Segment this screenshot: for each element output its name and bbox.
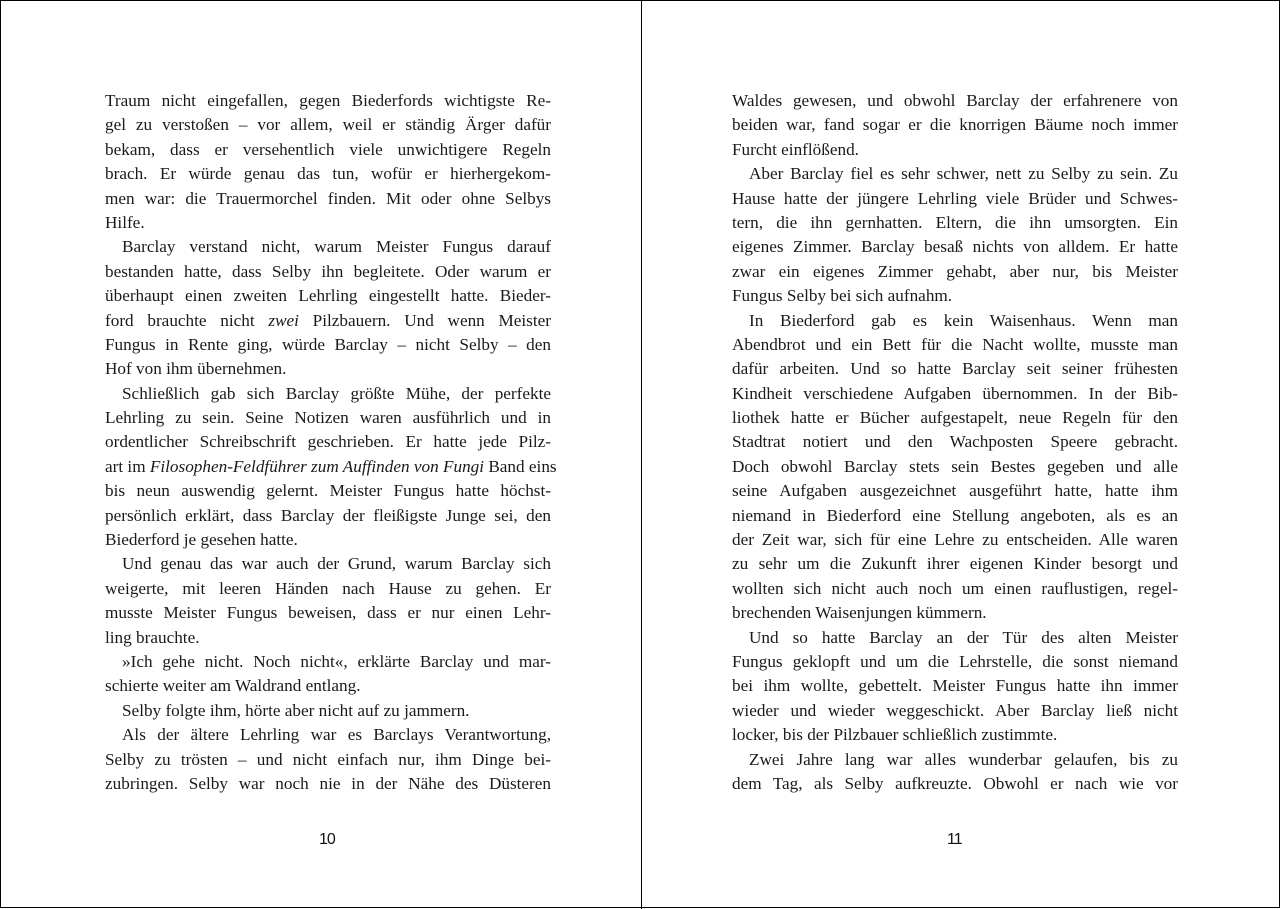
text-line: Barclay verstand nicht, warum Meister Fungus darauf [122,237,551,257]
text-line: Hause hatte der jüngere Lehrling viele Brüder und Schwes- [732,188,1178,208]
text-segment: art im [105,456,150,476]
text-line: wollten sich nicht auch noch um einen rauflustigen, regel- [732,578,1178,598]
text-line: gel zu verstoßen – vor allem, weil er ständig Ärger dafür [105,115,551,135]
text-line: der Zeit war, sich für eine Lehre zu entscheiden. Alle waren [732,530,1178,550]
text-line: locker, bis der Pilzbauer schließlich zustimmte. [732,725,1058,745]
left-page-text [105,89,557,796]
text-line: Und genau das war auch der Grund, warum Barclay sich [122,554,551,574]
text-line: Aber Barclay fiel es sehr schwer, nett zu Selby zu sein. Zu [749,164,1178,184]
page-number-left: 10 [319,831,335,848]
text-line: brach. Er würde genau das tun, wofür er hierhergekom- [105,164,551,184]
text-line: wieder und wieder weggeschickt. Aber Barclay ließ nicht [732,700,1178,720]
text-line: Und so hatte Barclay an der Tür des alten Meister [749,627,1178,647]
text-line: Lehrling zu sein. Seine Notizen waren ausführlich und in [105,408,551,428]
text-line: liothek hatte er Bücher aufgestapelt, neue Regeln für den [732,408,1178,428]
text-line: ordentlicher Schreibschrift geschrieben. Er hatte jede Pilz- [105,432,551,452]
text-line: Waldes gewesen, und obwohl Barclay der erfahrenere von [732,91,1178,110]
text-line: dafür arbeiten. Und so hatte Barclay seit seiner frühesten [732,359,1178,379]
text-line: Doch obwohl Barclay stets sein Bestes gegeben und alle [732,456,1178,476]
text-line: schierte weiter am Waldrand entlang. [105,676,361,696]
text-line: persönlich erklärt, dass Barclay der fleißigste Junge sei, den [105,505,551,525]
text-line: Als der ältere Lehrling war es Barclays Verantwortung, [122,725,551,745]
text-line: Traum nicht eingefallen, gegen Biederfords wichtigste Re- [105,91,551,110]
text-line [105,455,557,479]
text-line: Selby folgte ihm, hörte aber nicht auf zu jammern. [122,700,470,720]
text-line: Biederford je gesehen hatte. [105,530,298,550]
text-line: musste Meister Fungus beweisen, dass er nur einen Lehr- [105,603,551,623]
text-line: bekam, dass er versehentlich viele unwichtigere Regeln [105,139,551,159]
gutter-divider [641,1,642,909]
text-line: niemand in Biederford eine Stellung angeboten, als es an [732,505,1178,525]
right-page-text [732,89,1178,796]
text-line: weigerte, mit leeren Händen nach Hause zu gehen. Er [105,578,551,598]
text-line [105,309,551,333]
text-line: zu sehr um die Zukunft ihrer eigenen Kinder besorgt und [732,554,1178,574]
text-line: Fungus geklopft und um die Lehrstelle, die sonst niemand [732,651,1178,671]
text-line: Selby zu trösten – und nicht einfach nur, ihm Dinge bei- [105,749,551,769]
text-line: beiden war, fand sogar er die knorrigen Bäume noch immer [732,115,1178,135]
text-line: Fungus in Rente ging, würde Barclay – nicht Selby – den [105,334,551,354]
text-line: Hilfe. [105,212,145,232]
text-line: Fungus Selby bei sich aufnahm. [732,286,953,306]
text-line: Abendbrot und ein Bett für die Nacht wollte, musste man [732,334,1178,354]
text-line: bis neun auswendig gelernt. Meister Fungus hatte höchst- [105,481,551,501]
text-line: In Biederford gab es kein Waisenhaus. Wenn man [749,310,1178,330]
text-line: Kindheit verschiedene Aufgaben übernommen. In der Bib- [732,383,1178,403]
text-line: dem Tag, als Selby aufkreuzte. Obwohl er nach wie vor [732,773,1178,793]
text-line: eigenes Zimmer. Barclay besaß nichts von alldem. Er hatte [732,237,1178,257]
text-line: bei ihm wollte, gebettelt. Meister Fungus hatte ihn immer [732,676,1178,696]
text-segment: Band eins [484,456,557,476]
text-line: Schließlich gab sich Barclay größte Mühe, der perfekte [122,383,551,403]
text-line: überhaupt einen zweiten Lehrling eingestellt hatte. Bieder- [105,286,551,306]
text-line: zubringen. Selby war noch nie in der Nähe des Düsteren [105,773,551,793]
text-line: tern, die ihn gernhatten. Eltern, die ihn umsorgten. Ein [732,212,1178,232]
text-line: brechenden Waisenjungen kümmern. [732,603,987,623]
page-number-right: 11 [947,831,962,848]
text-line: bestanden hatte, dass Selby ihn begleitete. Oder warum er [105,261,551,281]
text-segment: ford brauchte nicht [105,310,269,330]
italic-word: zwei [268,310,299,330]
text-line: Hof von ihm übernehmen. [105,359,287,379]
text-segment: Pilzbauern. Und wenn Meister [298,310,551,330]
italic-book-title: Filosophen-Feldführer zum Auffinden von Fungi [149,456,485,476]
text-line: »Ich gehe nicht. Noch nicht«, erklärte Barclay und mar- [122,651,551,671]
text-line: seine Aufgaben ausgezeichnet ausgeführt hatte, hatte ihm [732,481,1178,501]
text-line: Furcht einflößend. [732,139,859,159]
text-line: zwar ein eigenes Zimmer gehabt, aber nur, bis Meister [732,261,1178,281]
text-line: Stadtrat notiert und den Wachposten Speere gebracht. [732,432,1178,452]
text-line: ling brauchte. [105,627,200,647]
text-line: Zwei Jahre lang war alles wunderbar gelaufen, bis zu [749,749,1178,769]
text-line: men war: die Trauermorchel finden. Mit oder ohne Selbys [105,188,551,208]
